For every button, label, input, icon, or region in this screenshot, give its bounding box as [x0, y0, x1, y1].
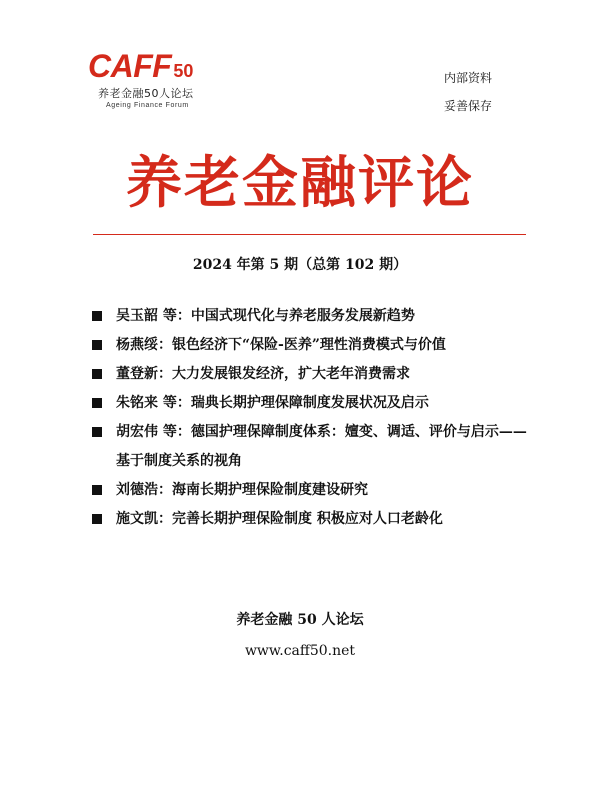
list-item: [92, 505, 532, 534]
square-bullet-icon: [92, 311, 102, 321]
article-title: 朱铭来 等：瑞典长期护理保障制度发展状况及启示: [116, 395, 429, 411]
article-title: 施文凯：完善长期护理保险制度 积极应对人口老龄化: [116, 511, 443, 527]
list-item: [92, 360, 532, 389]
list-item: [92, 476, 532, 505]
logo-caff-text: CAFF: [88, 48, 172, 84]
list-item: [92, 331, 532, 360]
article-title: 吴玉韶 等：中国式现代化与养老服务发展新趋势: [116, 308, 415, 324]
logo-number: 50: [173, 61, 194, 81]
caff50-logo: [88, 50, 228, 109]
square-bullet-icon: [92, 485, 102, 495]
title-divider: [93, 234, 526, 235]
logo-english-name: Ageing Finance Forum: [106, 102, 189, 109]
note-keep-safe: 妥善保存: [444, 99, 493, 113]
list-item: [92, 389, 532, 418]
website-url: www.caff50.net: [244, 643, 356, 659]
square-bullet-icon: [92, 427, 102, 437]
journal-title: 养老金融评论: [126, 150, 474, 216]
forum-name: 养老金融 50 人论坛: [236, 612, 364, 628]
logo-mark: [88, 50, 228, 82]
list-item: [92, 302, 532, 331]
list-item: [92, 418, 532, 476]
confidentiality-notes: [444, 64, 492, 120]
square-bullet-icon: [92, 369, 102, 379]
square-bullet-icon: [92, 514, 102, 524]
article-title: 胡宏伟 等：德国护理保障制度体系：嬗变、调适、评价与启示——基于制度关系的视角: [116, 424, 527, 469]
note-internal-material: 内部资料: [444, 71, 493, 85]
issue-number: 2024 年第 5 期（总第 102 期）: [192, 257, 408, 273]
article-title: 董登新：大力发展银发经济，扩大老年消费需求: [116, 366, 410, 382]
logo-chinese-name: 养老金融50人论坛: [98, 87, 194, 100]
article-list: [92, 302, 532, 534]
square-bullet-icon: [92, 398, 102, 408]
square-bullet-icon: [92, 340, 102, 350]
article-title: 杨燕绥：银色经济下“保险-医养”理性消费模式与价值: [116, 337, 446, 353]
article-title: 刘德浩：海南长期护理保险制度建设研究: [116, 482, 368, 498]
